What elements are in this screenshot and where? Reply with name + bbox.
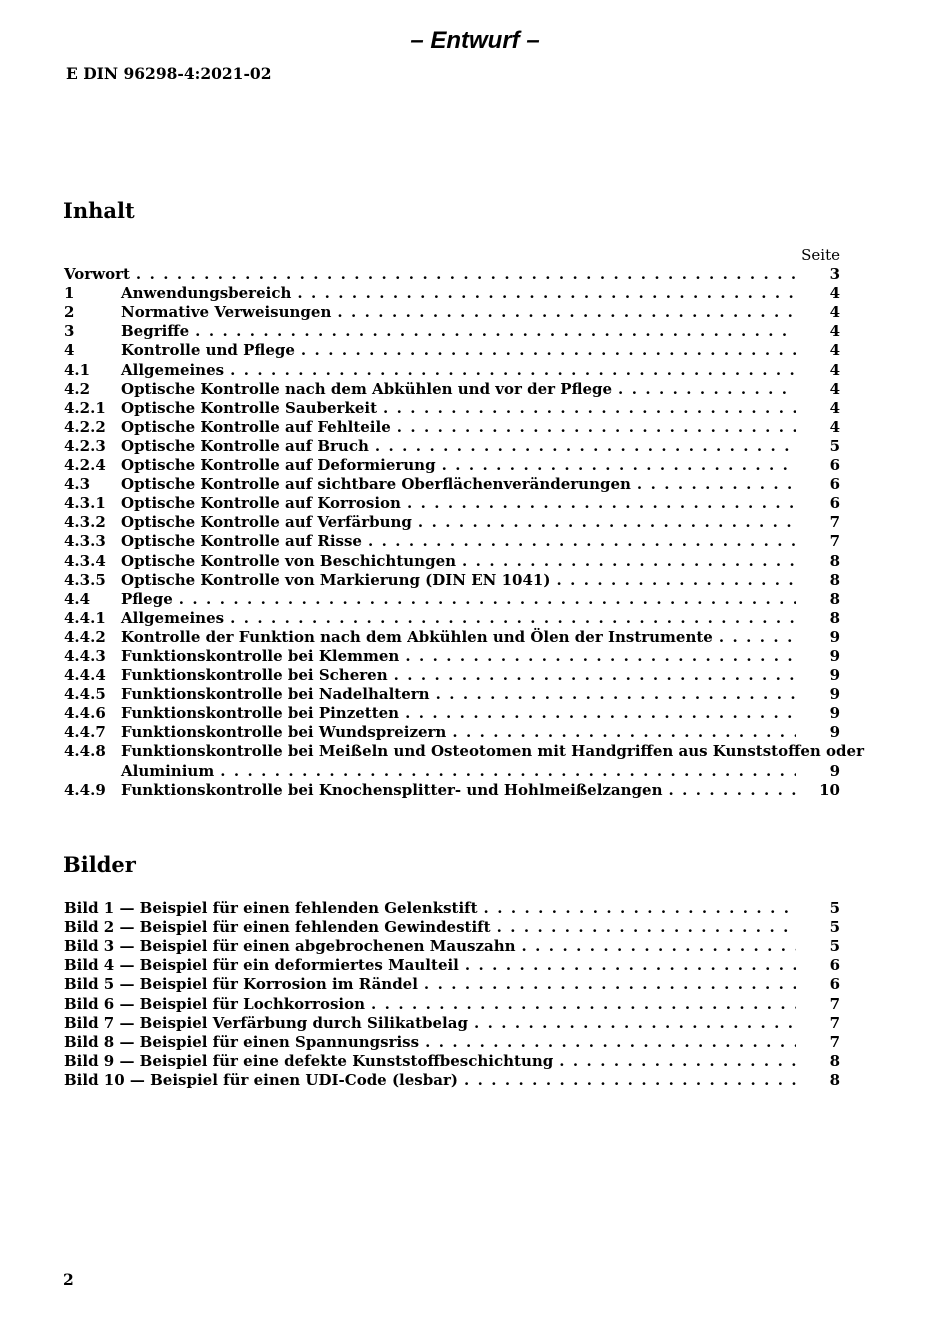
figure-entry-title: Bild 4 — Beispiel für ein deformiertes Maulteil <box>64 956 459 975</box>
toc-entry[interactable] <box>64 704 840 723</box>
dot-leader <box>424 975 796 994</box>
toc-entry-page: 4 <box>829 398 840 417</box>
dot-leader <box>462 552 796 571</box>
toc-entry[interactable] <box>64 513 840 532</box>
toc-entry-page: 6 <box>829 494 840 513</box>
toc-entry[interactable] <box>64 742 864 761</box>
toc-entry-number: 4.2 <box>64 379 91 398</box>
toc-entry-page: 6 <box>829 475 840 494</box>
dot-leader <box>405 704 796 723</box>
toc-entry[interactable] <box>64 723 840 742</box>
figure-entry-title: Bild 3 — Beispiel für einen abgebrochenen Mauszahn <box>64 937 516 956</box>
table-of-contents <box>64 265 864 800</box>
dot-leader <box>436 685 796 704</box>
toc-entry[interactable] <box>64 628 840 647</box>
toc-entry-page: 9 <box>829 685 840 704</box>
figure-entry[interactable] <box>64 1033 840 1052</box>
toc-entry-title: Kontrolle der Funktion nach dem Abkühlen und Ölen der Instrumente <box>121 627 713 646</box>
toc-entry-title: Pflege <box>121 589 173 608</box>
toc-entry[interactable] <box>64 360 840 379</box>
toc-entry-page: 8 <box>829 608 840 627</box>
toc-entry[interactable] <box>64 590 840 609</box>
dot-leader <box>383 399 796 418</box>
toc-entry[interactable] <box>64 494 840 513</box>
toc-entry-number: 4.4.6 <box>64 704 106 723</box>
figure-entry-page: 5 <box>829 918 840 937</box>
toc-entry[interactable] <box>64 322 840 341</box>
toc-entry-number: 4.3.3 <box>64 532 106 551</box>
toc-entry-number: 4.4.9 <box>64 780 106 799</box>
figure-entry[interactable] <box>64 1052 840 1071</box>
dot-leader <box>452 723 796 742</box>
toc-entry-title: Optische Kontrolle auf Fehlteile <box>121 417 391 436</box>
dot-leader <box>425 1033 796 1052</box>
toc-entry[interactable] <box>64 475 840 494</box>
figure-entry[interactable] <box>64 956 840 975</box>
toc-entry[interactable] <box>64 666 840 685</box>
toc-entry-number: 4.4.5 <box>64 685 106 704</box>
toc-entry-title: Allgemeines <box>121 608 225 627</box>
toc-entry-number: 4.3.5 <box>64 570 106 589</box>
figure-entry-page: 8 <box>829 1070 840 1089</box>
toc-entry-page: 4 <box>829 417 840 436</box>
toc-entry-page: 9 <box>829 704 840 723</box>
toc-entry-title: Optische Kontrolle auf Verfärbung <box>121 513 412 532</box>
document-id: E DIN 96298-4:2021-02 <box>66 64 272 83</box>
figure-entry-page: 7 <box>829 1032 840 1051</box>
toc-entry[interactable] <box>64 284 840 303</box>
dot-leader <box>220 762 796 781</box>
figure-entry[interactable] <box>64 994 840 1013</box>
dot-leader <box>556 571 796 590</box>
toc-entry-title-continuation: Aluminium <box>121 761 215 780</box>
toc-entry-page: 4 <box>829 303 840 322</box>
toc-entry-title: Funktionskontrolle bei Klemmen <box>121 646 400 665</box>
toc-entry-number: 2 <box>64 303 75 322</box>
toc-entry[interactable] <box>64 418 840 437</box>
toc-entry[interactable] <box>64 647 840 666</box>
dot-leader <box>301 341 796 360</box>
figure-entry-title: Bild 10 — Beispiel für einen UDI-Code (lesbar) <box>64 1070 458 1089</box>
toc-entry-title: Kontrolle und Pflege <box>121 341 295 360</box>
toc-entry-page: 4 <box>829 360 840 379</box>
figure-entry-title: Bild 2 — Beispiel für einen fehlenden Gewindestift <box>64 918 491 937</box>
toc-entry-title: Optische Kontrolle nach dem Abkühlen und vor der Pflege <box>121 379 613 398</box>
page-number: 2 <box>63 1270 74 1289</box>
toc-entry-page: 9 <box>829 627 840 646</box>
dot-leader <box>618 380 796 399</box>
toc-entry-number: 4.3.2 <box>64 513 106 532</box>
dot-leader <box>637 475 796 494</box>
toc-entry-title: Anwendungsbereich <box>121 284 292 303</box>
toc-entry[interactable] <box>64 399 840 418</box>
figures-heading: Bilder <box>63 852 136 877</box>
toc-entry-title: Optische Kontrolle auf Korrosion <box>121 494 401 513</box>
figure-entry-page: 5 <box>829 937 840 956</box>
toc-entry-title: Optische Kontrolle auf Risse <box>121 532 362 551</box>
dot-leader <box>719 628 796 647</box>
toc-entry-page: 8 <box>829 570 840 589</box>
toc-entry-page: 9 <box>829 646 840 665</box>
toc-entry-page: 4 <box>829 322 840 341</box>
toc-entry-title: Optische Kontrolle von Beschichtungen <box>121 551 457 570</box>
toc-entry-page: 5 <box>829 436 840 455</box>
toc-entry-page: 7 <box>829 532 840 551</box>
figure-entry[interactable] <box>64 1014 840 1033</box>
dot-leader <box>371 995 796 1014</box>
dot-leader <box>195 322 796 341</box>
toc-entry-number: 4.3.1 <box>64 494 106 513</box>
toc-entry[interactable] <box>64 685 840 704</box>
dot-leader <box>179 590 796 609</box>
toc-entry-title: Optische Kontrolle auf Bruch <box>121 436 369 455</box>
toc-entry-page: 4 <box>829 379 840 398</box>
figure-entry-title: Bild 9 — Beispiel für eine defekte Kunststoffbeschichtung <box>64 1051 554 1070</box>
figure-entry[interactable] <box>64 1071 840 1090</box>
dot-leader <box>484 899 796 918</box>
toc-entry-title: Begriffe <box>121 322 190 341</box>
toc-entry[interactable] <box>64 781 840 800</box>
toc-entry-number: 4.2.3 <box>64 436 106 455</box>
dot-leader <box>522 937 796 956</box>
toc-entry-number: 4.4.3 <box>64 646 106 665</box>
toc-entry-number: 4.2.2 <box>64 417 106 436</box>
figure-entry-page: 7 <box>829 994 840 1013</box>
toc-entry-page: 6 <box>829 456 840 475</box>
dot-leader <box>405 647 796 666</box>
figure-entry-page: 6 <box>829 975 840 994</box>
toc-entry-number: 4 <box>64 341 75 360</box>
toc-entry-page: 4 <box>829 341 840 360</box>
toc-entry-number: 4.1 <box>64 360 91 379</box>
toc-entry-page: 3 <box>829 265 840 284</box>
toc-entry-page: 8 <box>829 589 840 608</box>
figure-entry-title: Bild 7 — Beispiel Verfärbung durch Silikatbelag <box>64 1013 468 1032</box>
list-of-figures <box>64 899 840 1090</box>
toc-entry-title: Optische Kontrolle Sauberkeit <box>121 398 378 417</box>
dot-leader <box>464 1071 796 1090</box>
page-column-label: Seite <box>801 246 840 264</box>
toc-entry-title: Optische Kontrolle auf Deformierung <box>121 456 436 475</box>
toc-entry-title: Vorwort <box>64 265 130 284</box>
draft-label: – Entwurf – <box>410 27 540 54</box>
dot-leader <box>375 437 796 456</box>
dot-leader <box>394 666 796 685</box>
toc-entry-title: Funktionskontrolle bei Scheren <box>121 666 388 685</box>
dot-leader <box>668 781 796 800</box>
figure-entry[interactable] <box>64 975 840 994</box>
toc-entry-title: Funktionskontrolle bei Knochensplitter- und Hohlmeißelzangen <box>121 780 663 799</box>
toc-entry[interactable] <box>64 609 840 628</box>
toc-entry-number: 1 <box>64 284 75 303</box>
dot-leader <box>397 418 796 437</box>
figure-entry-title: Bild 5 — Beispiel für Korrosion im Rändel <box>64 975 418 994</box>
toc-entry-title: Funktionskontrolle bei Meißeln und Osteotomen mit Handgriffen aus Kunststoffen oder <box>121 742 864 761</box>
toc-entry-title: Optische Kontrolle von Markierung (DIN EN 1041) <box>121 570 551 589</box>
toc-entry-number: 3 <box>64 322 75 341</box>
toc-entry-number: 4.3 <box>64 475 91 494</box>
dot-leader <box>368 532 796 551</box>
toc-entry-page: 8 <box>829 551 840 570</box>
toc-entry-page: 7 <box>829 513 840 532</box>
toc-entry-number: 4.4.4 <box>64 666 106 685</box>
toc-entry[interactable] <box>64 341 840 360</box>
dot-leader <box>442 456 796 475</box>
figure-entry-title: Bild 8 — Beispiel für einen Spannungsriss <box>64 1032 420 1051</box>
toc-entry-number: 4.4.7 <box>64 723 106 742</box>
toc-entry-number: 4.4 <box>64 589 91 608</box>
figure-entry[interactable] <box>64 899 840 918</box>
toc-entry-number: 4.2.4 <box>64 456 106 475</box>
toc-entry-continuation[interactable] <box>64 761 840 780</box>
toc-entry-title: Funktionskontrolle bei Wundspreizern <box>121 723 447 742</box>
toc-entry-page: 9 <box>829 761 840 780</box>
dot-leader <box>497 918 796 937</box>
dot-leader <box>407 494 796 513</box>
figure-entry-page: 7 <box>829 1013 840 1032</box>
dot-leader <box>230 609 796 628</box>
figure-entry-page: 6 <box>829 956 840 975</box>
toc-entry[interactable] <box>64 456 840 475</box>
figure-entry[interactable] <box>64 937 840 956</box>
dot-leader <box>474 1014 796 1033</box>
toc-entry-number: 4.2.1 <box>64 398 106 417</box>
toc-entry-number: 4.4.8 <box>64 742 106 761</box>
dot-leader <box>418 513 796 532</box>
toc-entry[interactable] <box>64 551 840 570</box>
figure-entry-page: 8 <box>829 1051 840 1070</box>
toc-entry-page: 10 <box>819 780 840 799</box>
figure-entry-title: Bild 1 — Beispiel für einen fehlenden Gelenkstift <box>64 899 478 918</box>
toc-entry-page: 4 <box>829 284 840 303</box>
toc-entry[interactable] <box>64 380 840 399</box>
figure-entry[interactable] <box>64 918 840 937</box>
figure-entry-title: Bild 6 — Beispiel für Lochkorrosion <box>64 994 366 1013</box>
toc-entry-title: Allgemeines <box>121 360 225 379</box>
toc-entry-page: 9 <box>829 723 840 742</box>
toc-entry[interactable] <box>64 303 840 322</box>
toc-entry-title: Normative Verweisungen <box>121 303 332 322</box>
toc-entry-title: Funktionskontrolle bei Pinzetten <box>121 704 400 723</box>
dot-leader <box>230 361 796 380</box>
toc-entry-number: 4.4.2 <box>64 627 106 646</box>
toc-entry-page: 9 <box>829 666 840 685</box>
dot-leader <box>559 1052 796 1071</box>
contents-heading: Inhalt <box>63 198 135 223</box>
toc-entry[interactable] <box>64 532 840 551</box>
toc-entry-title: Funktionskontrolle bei Nadelhaltern <box>121 685 430 704</box>
figure-entry-page: 5 <box>829 899 840 918</box>
dot-leader <box>465 956 796 975</box>
dot-leader <box>337 303 796 322</box>
toc-entry[interactable] <box>64 571 840 590</box>
toc-entry-number: 4.4.1 <box>64 608 106 627</box>
toc-entry[interactable] <box>64 265 840 284</box>
toc-entry[interactable] <box>64 437 840 456</box>
toc-entry-number: 4.3.4 <box>64 551 106 570</box>
dot-leader <box>136 265 796 284</box>
toc-entry-title: Optische Kontrolle auf sichtbare Oberflächenveränderungen <box>121 475 631 494</box>
dot-leader <box>297 284 796 303</box>
